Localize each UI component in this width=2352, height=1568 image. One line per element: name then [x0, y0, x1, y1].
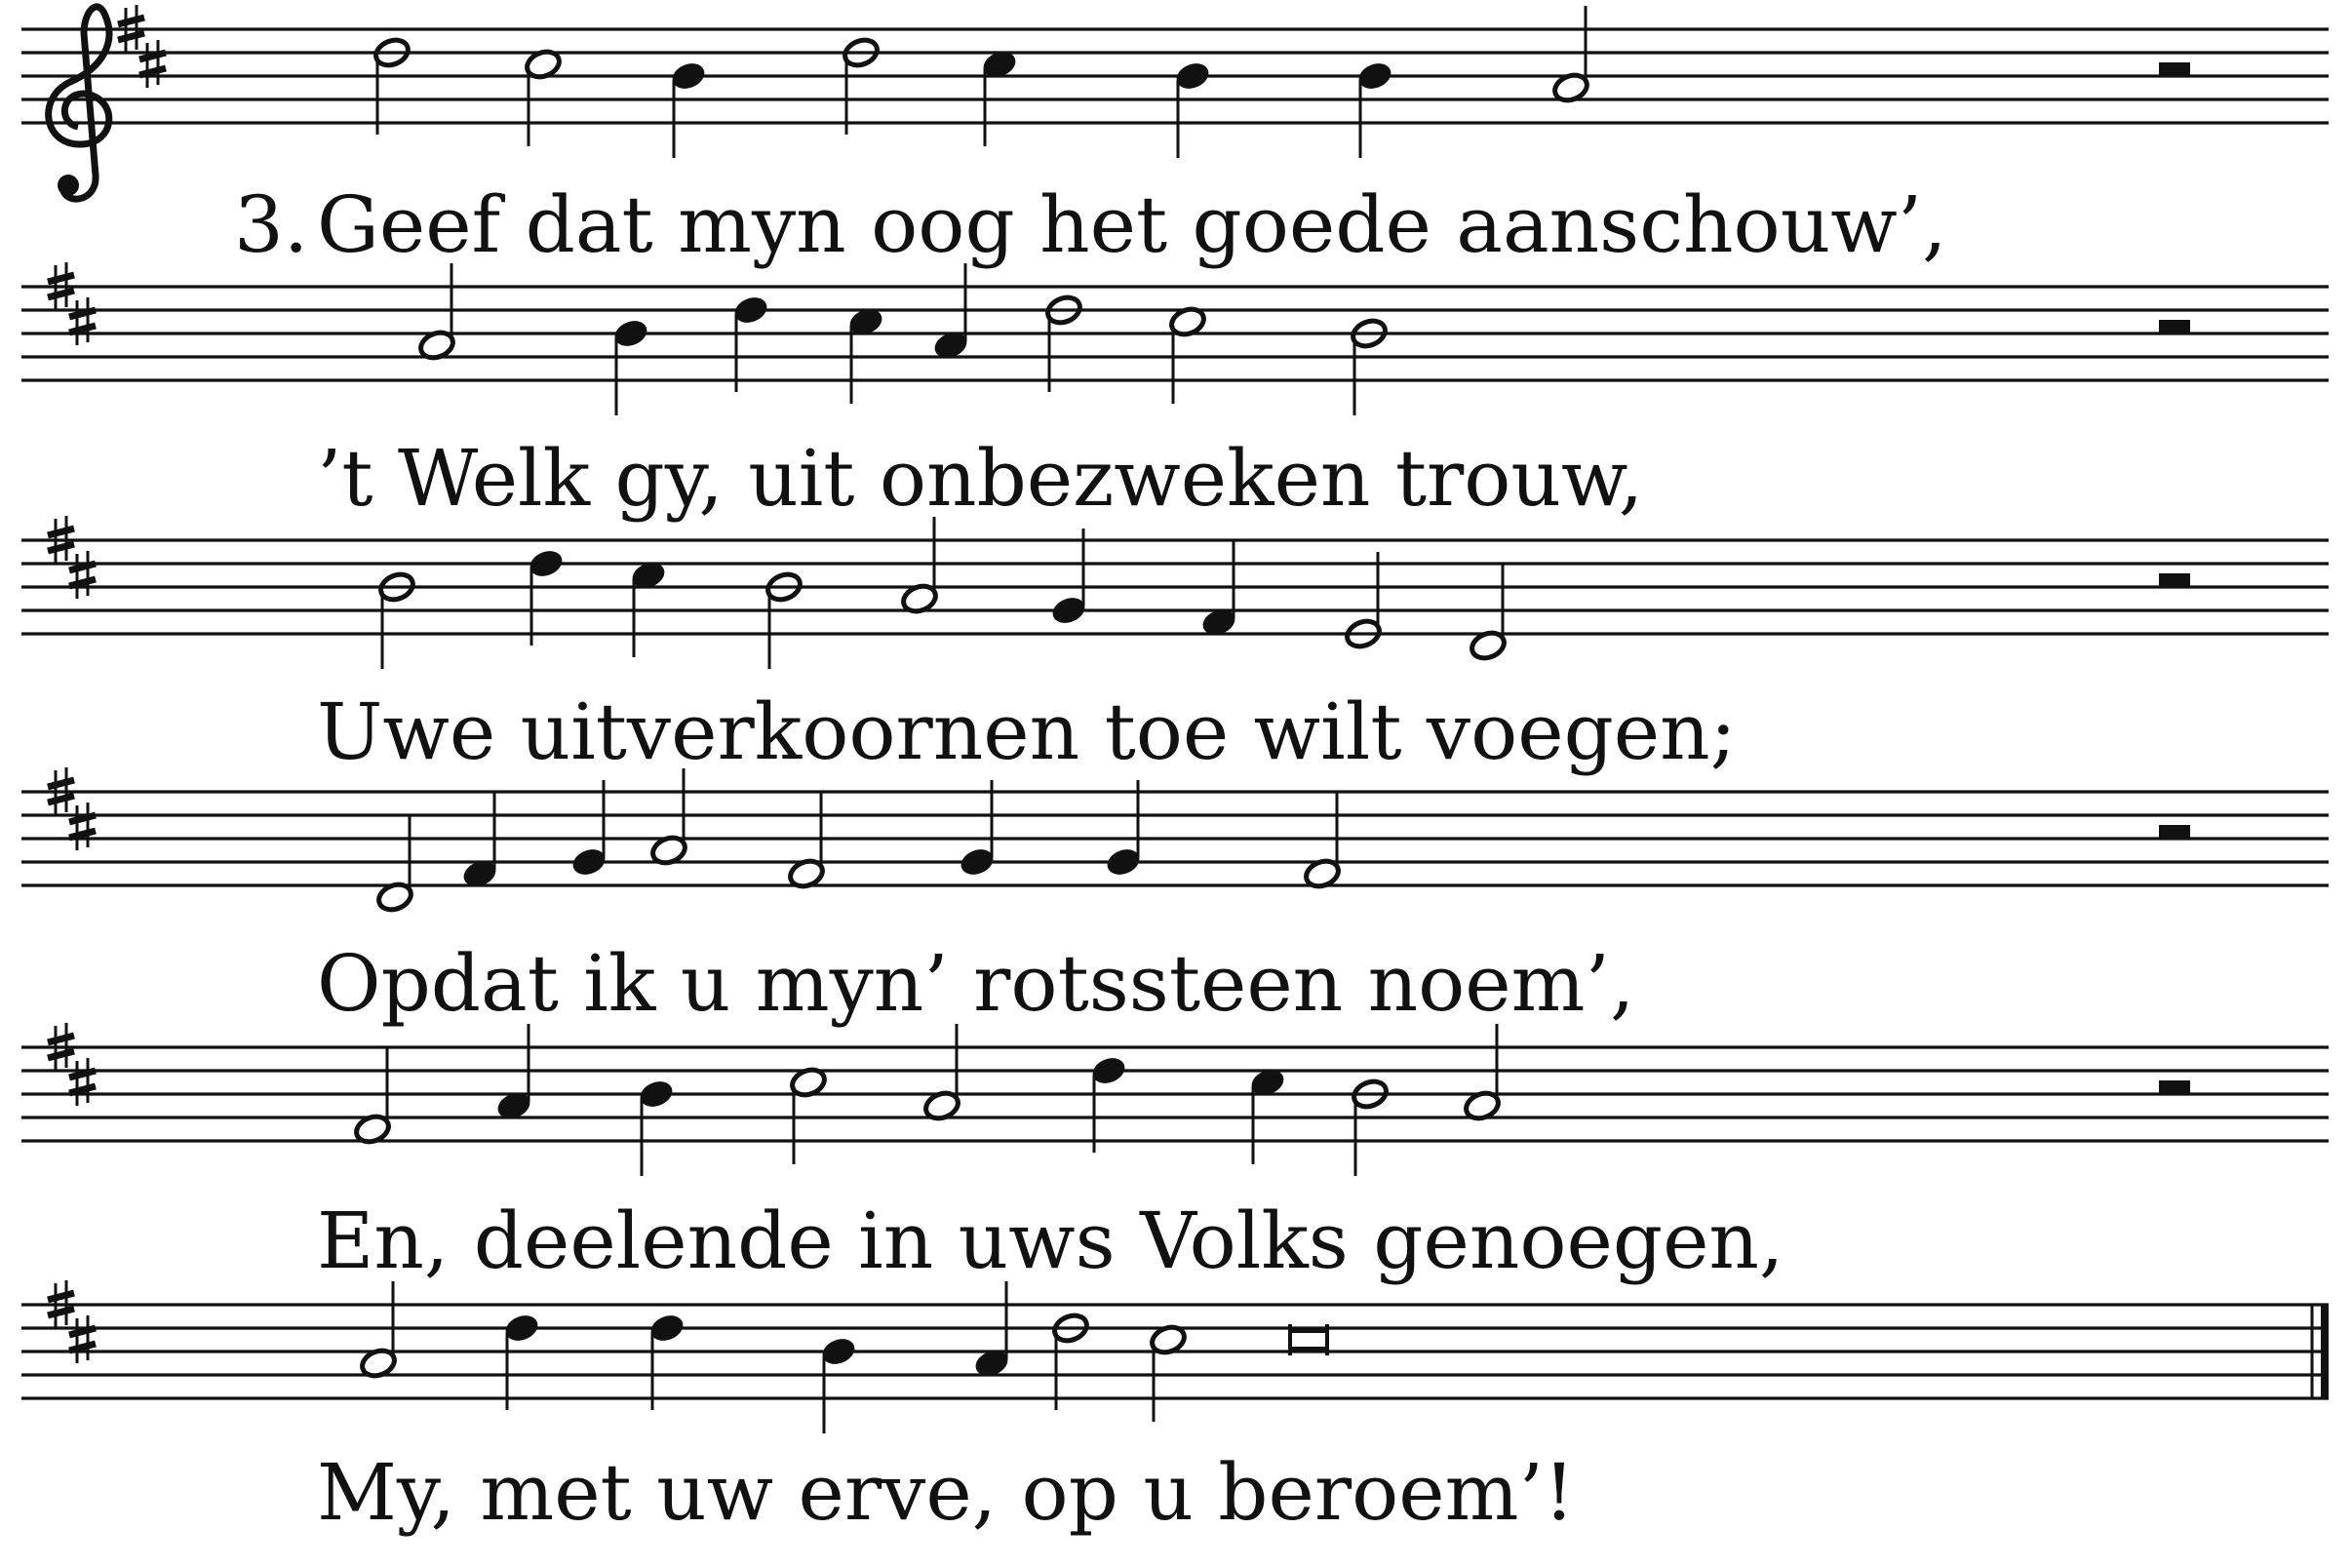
sharp-icon	[69, 551, 96, 599]
note	[819, 1335, 859, 1433]
note	[637, 1078, 677, 1176]
note	[931, 263, 971, 362]
note	[1248, 1066, 1288, 1164]
lyric-line: Opdat ik u myn’ rotssteen noem’,	[317, 938, 1635, 1029]
note	[375, 815, 415, 914]
note	[958, 780, 998, 879]
note	[353, 1047, 393, 1146]
half-rest-icon	[2159, 825, 2190, 839]
staff-systems	[21, 5, 2329, 1538]
note	[980, 48, 1020, 146]
note	[1199, 540, 1239, 639]
note	[1089, 1054, 1129, 1153]
treble-clef-icon	[49, 7, 109, 199]
note	[787, 792, 827, 890]
sharp-icon	[139, 40, 166, 88]
note	[1149, 1323, 1189, 1422]
half-rest-icon	[2159, 573, 2190, 587]
note	[569, 780, 609, 879]
note	[1173, 59, 1213, 158]
staff-system	[21, 767, 2329, 1029]
note	[922, 1024, 962, 1122]
lyric-line: My, met uw erve, op u beroem’!	[317, 1447, 1576, 1538]
staff-system	[21, 5, 2329, 270]
note	[359, 1281, 399, 1380]
note	[1551, 6, 1591, 104]
note	[1168, 305, 1208, 404]
note	[502, 1312, 542, 1410]
note	[846, 305, 886, 404]
sharp-icon	[69, 803, 96, 850]
note	[1049, 529, 1089, 627]
lyric-line: ’t Welk gy, uit onbezweken trouw,	[317, 433, 1644, 524]
verse-number: 3.	[234, 179, 309, 270]
note	[972, 1281, 1012, 1380]
staff-system	[21, 262, 2329, 524]
note	[1463, 1024, 1503, 1122]
note	[611, 317, 651, 415]
note	[647, 1312, 687, 1410]
note	[900, 517, 940, 615]
note	[1350, 317, 1390, 415]
note	[1044, 294, 1084, 392]
staff-system	[21, 1280, 2329, 1538]
note	[417, 263, 457, 362]
note	[524, 48, 564, 146]
note	[1051, 1312, 1091, 1410]
sharp-icon	[69, 1315, 96, 1363]
note	[372, 36, 412, 135]
note	[629, 559, 669, 657]
sharp-icon	[69, 297, 96, 345]
sharp-icon	[69, 1058, 96, 1106]
lyric-line: Uwe uitverkoornen toe wilt voegen;	[317, 686, 1737, 777]
note	[649, 768, 689, 867]
note	[1303, 792, 1343, 890]
half-rest-icon	[2159, 62, 2190, 76]
lyric-line: Geef dat myn oog het goede aanschouw’,	[317, 179, 1947, 270]
note	[1355, 59, 1395, 158]
note	[1351, 1078, 1391, 1176]
note	[1469, 564, 1509, 662]
note	[1344, 552, 1384, 650]
lyric-line: En, deelende in uws Volks genoegen,	[317, 1196, 1784, 1286]
note	[669, 59, 709, 158]
half-rest-icon	[2159, 1080, 2190, 1094]
note	[731, 294, 771, 392]
staff-system	[21, 1023, 2329, 1286]
half-rest-icon	[2159, 320, 2190, 333]
note	[494, 1024, 534, 1122]
note	[842, 36, 882, 135]
note	[460, 792, 500, 890]
note	[764, 570, 804, 669]
note	[527, 547, 567, 646]
note	[377, 570, 417, 669]
note	[1104, 780, 1144, 879]
staff-system	[21, 516, 2329, 777]
note	[789, 1066, 829, 1164]
